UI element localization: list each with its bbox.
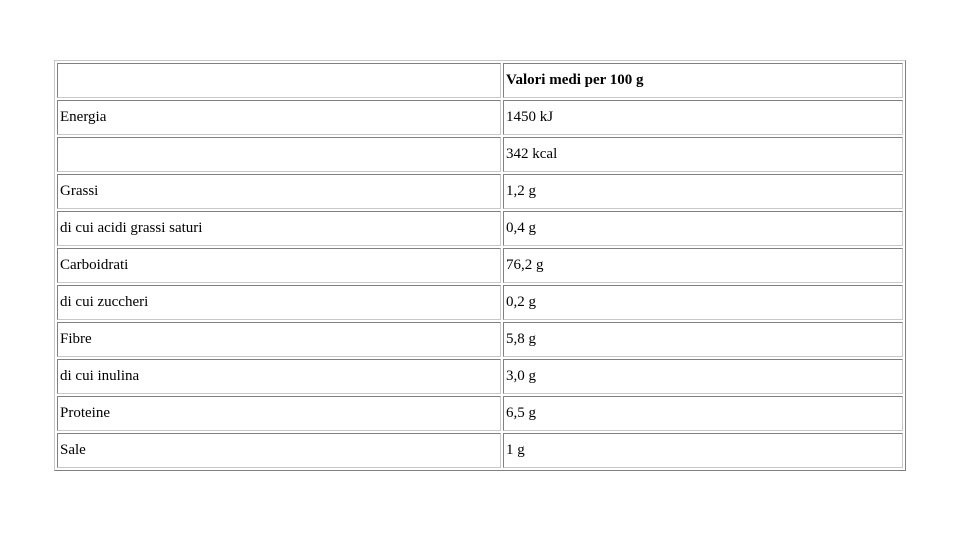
table-row <box>57 211 903 246</box>
table-header-row <box>57 63 903 98</box>
nutrient-name-cell: Fibre <box>57 322 501 357</box>
table-row <box>57 285 903 320</box>
nutrient-value-cell: 6,5 g <box>503 396 903 431</box>
nutrient-name-cell: Grassi <box>57 174 501 209</box>
nutrient-name-cell: di cui zuccheri <box>57 285 501 320</box>
nutrient-value-cell: 76,2 g <box>503 248 903 283</box>
nutrient-value-cell: 1450 kJ <box>503 100 903 135</box>
table-row <box>57 100 903 135</box>
nutrient-name-cell: Carboidrati <box>57 248 501 283</box>
table-row <box>57 396 903 431</box>
table-row <box>57 248 903 283</box>
nutrient-name-cell: di cui inulina <box>57 359 501 394</box>
nutrient-value-cell: 1 g <box>503 433 903 468</box>
table-row <box>57 433 903 468</box>
nutrient-name-cell: Sale <box>57 433 501 468</box>
nutrient-name-cell: di cui acidi grassi saturi <box>57 211 501 246</box>
table-row <box>57 359 903 394</box>
nutrient-value-cell: 342 kcal <box>503 137 903 172</box>
header-cell-value: Valori medi per 100 g <box>503 63 903 98</box>
nutrient-value-cell: 5,8 g <box>503 322 903 357</box>
nutrient-value-cell: 0,4 g <box>503 211 903 246</box>
table-row <box>57 322 903 357</box>
header-cell-name <box>57 63 501 98</box>
nutrition-table <box>54 60 906 471</box>
nutrient-name-cell <box>57 137 501 172</box>
nutrient-value-cell: 3,0 g <box>503 359 903 394</box>
nutrient-name-cell: Proteine <box>57 396 501 431</box>
table-row <box>57 174 903 209</box>
nutrient-value-cell: 0,2 g <box>503 285 903 320</box>
nutrient-name-cell: Energia <box>57 100 501 135</box>
table-row <box>57 137 903 172</box>
nutrient-value-cell: 1,2 g <box>503 174 903 209</box>
